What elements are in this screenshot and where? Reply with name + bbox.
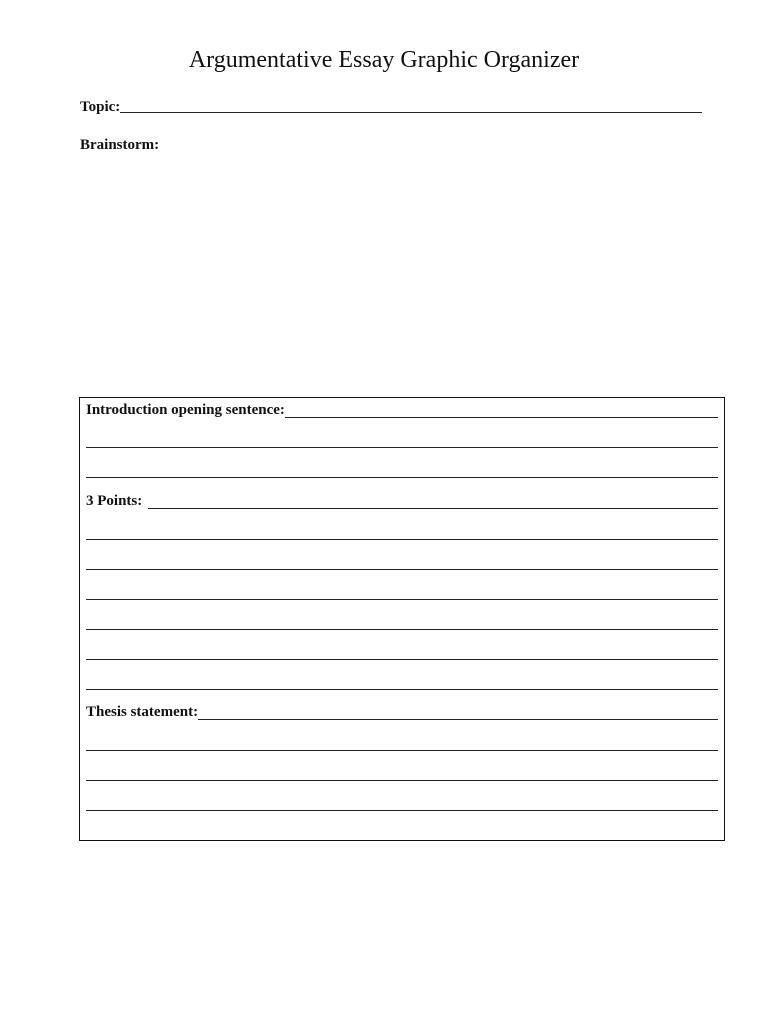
points-line-5[interactable]: [86, 612, 718, 632]
writing-line[interactable]: [86, 463, 718, 478]
points-line-7[interactable]: [86, 672, 718, 692]
writing-line[interactable]: [86, 675, 718, 690]
topic-label: Topic:: [80, 99, 121, 115]
introduction-blank-line[interactable]: [285, 403, 718, 418]
writing-line[interactable]: [86, 766, 718, 781]
brainstorm-label: Brainstorm:: [80, 137, 160, 153]
thesis-line-2[interactable]: [86, 733, 718, 753]
writing-line[interactable]: [86, 585, 718, 600]
points-line-6[interactable]: [86, 642, 718, 662]
points-label: 3 Points:: [86, 493, 143, 509]
topic-blank-line[interactable]: [120, 98, 702, 113]
thesis-row[interactable]: [86, 702, 718, 722]
organizer-box: [79, 397, 725, 841]
topic-field[interactable]: [80, 94, 702, 116]
points-line-4[interactable]: [86, 582, 718, 602]
thesis-blank-line[interactable]: [198, 705, 718, 720]
writing-line[interactable]: [86, 615, 718, 630]
introduction-row[interactable]: [86, 400, 718, 420]
points-blank-line[interactable]: [148, 494, 718, 509]
writing-line[interactable]: [86, 555, 718, 570]
points-line-3[interactable]: [86, 552, 718, 572]
thesis-label: Thesis statement:: [86, 704, 199, 720]
thesis-line-4[interactable]: [86, 793, 718, 813]
page-title: Argumentative Essay Graphic Organizer: [188, 47, 580, 73]
writing-line[interactable]: [86, 433, 718, 448]
introduction-line-2[interactable]: [86, 430, 718, 450]
writing-line[interactable]: [86, 645, 718, 660]
introduction-line-3[interactable]: [86, 460, 718, 480]
points-line-2[interactable]: [86, 522, 718, 542]
writing-line[interactable]: [86, 525, 718, 540]
introduction-label: Introduction opening sentence:: [86, 402, 285, 418]
writing-line[interactable]: [86, 796, 718, 811]
points-row[interactable]: [86, 491, 718, 511]
thesis-line-3[interactable]: [86, 763, 718, 783]
writing-line[interactable]: [86, 736, 718, 751]
